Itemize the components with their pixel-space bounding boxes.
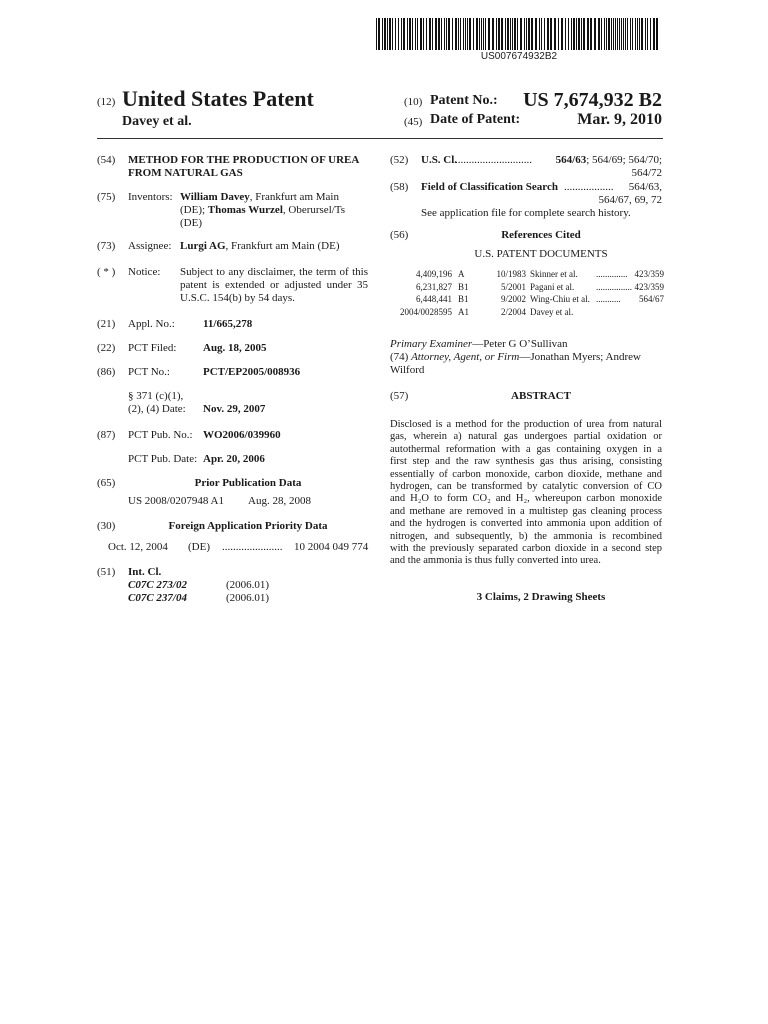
barcode-bar (587, 18, 589, 50)
field-of-search-dots: .................. (564, 181, 614, 193)
barcode-bar (498, 18, 500, 50)
barcode-bar (455, 18, 457, 50)
code-51: (51) (97, 566, 116, 578)
barcode-bar (604, 18, 605, 50)
barcode-bar (415, 18, 416, 50)
barcode-bar (444, 18, 445, 50)
barcode-bar (429, 18, 431, 50)
foreign-priority-heading: Foreign Application Priority Data (168, 520, 328, 532)
barcode-bar (463, 18, 464, 50)
search-history-note: See application file for complete search history. (421, 207, 631, 219)
barcode-bar (395, 18, 396, 50)
us-cl-rest: ; 564/69; 564/70; (586, 154, 662, 166)
code-73: (73) (97, 240, 116, 252)
barcode-bar (526, 18, 527, 50)
ref-dots: ................ (596, 281, 632, 292)
barcode-bar (528, 18, 530, 50)
abstract-line: and the ammonia is thus fully converted into urea. (390, 555, 601, 567)
assignee-label: Assignee: (128, 240, 172, 252)
us-cl-dots: ............................ (455, 154, 532, 166)
barcode-bar (539, 18, 540, 50)
barcode-bar (452, 18, 453, 50)
pct-pub-no: WO2006/039960 (203, 429, 281, 441)
barcode-bar (611, 18, 612, 50)
abstract-line: autothermal reformation with a gas containing oxygen in a (390, 443, 662, 455)
barcode-bar (565, 18, 566, 50)
inventor-1-name: William Davey (180, 191, 250, 203)
foreign-priority-no: 10 2004 049 774 (294, 541, 369, 553)
barcode-bar (645, 18, 646, 50)
barcode-bar (547, 18, 549, 50)
barcode-bar (598, 18, 600, 50)
prior-publication-heading: Prior Publication Data (194, 477, 302, 489)
barcode-bar (615, 18, 616, 50)
barcode-bar (432, 18, 433, 50)
barcode-bar (417, 18, 418, 50)
barcode-bar (512, 18, 513, 50)
barcode-bar (389, 18, 391, 50)
code-12: (12) (97, 96, 116, 108)
claims-drawings: 3 Claims, 2 Drawing Sheets (476, 591, 606, 603)
barcode-bar (550, 18, 552, 50)
title-line-1: METHOD FOR THE PRODUCTION OF UREA (128, 154, 360, 166)
barcode-bar (606, 18, 607, 50)
ref-number: 6,231,827 (416, 281, 452, 292)
pct-no: PCT/EP2005/008936 (203, 366, 301, 378)
abstract-line: and methane are removed in a multistep gas cleaning process (390, 505, 662, 517)
assignee-location: , Frankfurt am Main (DE) (225, 240, 340, 252)
inventors-label: Inventors: (128, 191, 173, 203)
barcode-bar (531, 18, 533, 50)
header-divider (97, 138, 663, 139)
section-371-date: Nov. 29, 2007 (203, 403, 266, 415)
barcode-bar (576, 18, 577, 50)
pct-filed-date: Aug. 18, 2005 (203, 342, 267, 354)
field-of-search-value-1: 564/63, (628, 181, 662, 193)
inventor-1-city: , Frankfurt am Main (249, 191, 339, 203)
barcode-bar (476, 18, 478, 50)
barcode-bar (608, 18, 610, 50)
barcode-bar (650, 18, 651, 50)
inventor-2-city: , Oberursel/Ts (282, 204, 346, 216)
attorney-names: —Jonathan Myers; Andrew (519, 351, 641, 363)
section-371-line-1: § 371 (c)(1), (128, 390, 184, 402)
barcode-bar (496, 18, 497, 50)
notice-text (180, 266, 368, 305)
ref-name: Skinner et al. (530, 269, 578, 279)
abstract-line: first step and the raw synthesis gas thus arising, consisting (390, 456, 662, 468)
code-21: (21) (97, 318, 116, 330)
barcode-bar (409, 18, 411, 50)
pct-pub-date-label: PCT Pub. Date: (128, 453, 198, 465)
barcode-bar (465, 18, 466, 50)
barcode-bar (510, 18, 511, 50)
barcode-bar (479, 18, 480, 50)
barcode-bar (501, 18, 503, 50)
inventors-line-3: (DE) (180, 217, 202, 229)
references-cited-heading: References Cited (501, 229, 581, 241)
barcode-bar (623, 18, 624, 50)
abstract-line: Disclosed is a method for the production of urea from natural (390, 419, 662, 430)
inventors-line-2 (180, 204, 345, 217)
barcode-bar (460, 18, 461, 50)
ref-dots: ........... (596, 294, 621, 304)
barcode-bar (535, 18, 537, 50)
code-10: (10) (404, 96, 423, 108)
barcode-bar (448, 18, 450, 50)
ref-number: 2004/0028595 (399, 306, 452, 317)
barcode-bar (647, 18, 648, 50)
ref-name: Wing-Chiu et al. (530, 294, 590, 304)
barcode-bar (446, 18, 447, 50)
patent-number: US 7,674,932 B2 (523, 89, 662, 111)
abstract-line: essentially of carbon monoxide, carbon dioxide, methane and (390, 468, 662, 480)
barcode-bar (581, 18, 582, 50)
barcode-bar (590, 18, 592, 50)
barcode-bar (517, 18, 518, 50)
int-cl-2-version: (2006.01) (226, 592, 270, 604)
primary-examiner-label: Primary Examiner (390, 338, 473, 350)
barcode-bar (435, 18, 437, 50)
ref-date: 9/2002 (500, 294, 526, 304)
barcode-number: US007674932B2 (480, 51, 558, 62)
ref-number: 4,409,196 (416, 269, 452, 279)
barcode-bar (481, 18, 482, 50)
barcode-bar (485, 18, 486, 50)
code-65: (65) (97, 477, 116, 489)
foreign-priority-dots: ...................... (222, 541, 283, 553)
ref-date: 10/1983 (496, 269, 526, 279)
code-58: (58) (390, 181, 409, 193)
foreign-priority-date: Oct. 12, 2004 (108, 541, 168, 553)
ref-dots: .............. (596, 269, 628, 279)
barcode-bar (407, 18, 408, 50)
abstract-heading: ABSTRACT (511, 390, 571, 402)
barcode (376, 18, 662, 50)
barcode-bar (401, 18, 402, 50)
barcode-bar (583, 18, 585, 50)
ref-kind: A1 (458, 306, 469, 317)
assignee-name: Lurgi AG (180, 240, 226, 252)
barcode-bar (505, 18, 506, 50)
ref-date: 5/2001 (500, 281, 526, 292)
pct-no-label: PCT No.: (128, 366, 170, 378)
barcode-bar (426, 18, 427, 50)
barcode-bar (573, 18, 575, 50)
barcode-bar (561, 18, 563, 50)
barcode-bar (653, 18, 655, 50)
us-cl-values (540, 154, 662, 167)
date-of-patent-label: Date of Patent: (430, 112, 521, 127)
attorney-line-1 (390, 351, 641, 364)
barcode-bar (571, 18, 572, 50)
code-notice: ( * ) (97, 266, 116, 278)
barcode-bar (619, 18, 620, 50)
barcode-bar (438, 18, 440, 50)
barcode-bar (403, 18, 405, 50)
barcode-bar (514, 18, 516, 50)
barcode-bar (384, 18, 386, 50)
barcode-bar (541, 18, 542, 50)
barcode-bar (641, 18, 643, 50)
barcode-bar (387, 18, 388, 50)
int-cl-2: C07C 237/04 (128, 592, 187, 604)
notice-label: Notice: (128, 266, 161, 278)
appl-no-label: Appl. No.: (128, 318, 175, 330)
code-74: (74) (390, 351, 409, 363)
barcode-bar (376, 18, 377, 50)
ref-date: 2/2004 (500, 306, 526, 317)
pct-filed-label: PCT Filed: (128, 342, 177, 354)
abstract-line: and H₂O to form CO₂ and H₂, whereupon carbon monoxide (390, 493, 662, 505)
code-52: (52) (390, 154, 409, 166)
field-of-search-value-2: 564/67, 69, 72 (598, 194, 662, 206)
code-22: (22) (97, 342, 116, 354)
barcode-bar (627, 18, 628, 50)
barcode-bar (378, 18, 380, 50)
notice-line-3: U.S.C. 154(b) by 54 days. (180, 292, 295, 304)
primary-examiner-name: —Peter G O’Sullivan (472, 338, 568, 350)
code-56: (56) (390, 229, 409, 241)
ref-class: 564/67 (638, 294, 664, 304)
ref-number: 6,448,441 (416, 294, 452, 304)
abstract-line: hydrogen, can be transformed by catalytic conversion of CO (390, 481, 662, 493)
barcode-bar (469, 18, 471, 50)
ref-kind: A (458, 269, 465, 279)
barcode-bar (392, 18, 393, 50)
barcode-bar (398, 18, 399, 50)
abstract-line: gas, wherein a) natural gas undergoes partial oxidation or (390, 431, 662, 443)
inventor-1-country: (DE); (180, 204, 208, 216)
prior-publication-date: Aug. 28, 2008 (248, 495, 311, 507)
barcode-bar (617, 18, 618, 50)
barcode-bar (568, 18, 569, 50)
barcode-bar (601, 18, 602, 50)
barcode-bar (625, 18, 626, 50)
int-cl-1: C07C 273/02 (128, 579, 187, 591)
barcode-bar (594, 18, 596, 50)
abstract-text (390, 419, 662, 568)
abstract-line: and the hydrogen is converted into ammonia upon addition of (390, 518, 662, 530)
primary-examiner (390, 338, 568, 351)
notice-line-2: patent is extended or adjusted under 35 (180, 279, 368, 291)
barcode-bar (441, 18, 442, 50)
code-87: (87) (97, 429, 116, 441)
ref-kind: B1 (458, 294, 469, 304)
patent-type-title: United States Patent (122, 86, 314, 111)
barcode-bar (382, 18, 383, 50)
inventor-2-name: Thomas Wurzel (207, 204, 283, 216)
barcode-bar (473, 18, 474, 50)
barcode-bar (524, 18, 525, 50)
barcode-bar (656, 18, 658, 50)
barcode-bar (488, 18, 490, 50)
barcode-bar (613, 18, 614, 50)
barcode-bar (412, 18, 413, 50)
prior-publication-no: US 2008/0207948 A1 (128, 495, 224, 507)
barcode-bar (507, 18, 509, 50)
inventors-line-1 (180, 191, 339, 204)
ref-class: 423/359 (634, 269, 664, 279)
int-cl-1-version: (2006.01) (226, 579, 270, 591)
pct-pub-no-label: PCT Pub. No.: (128, 429, 193, 441)
barcode-bar (632, 18, 633, 50)
barcode-bar (639, 18, 640, 50)
ref-name: Davey et al. (530, 306, 574, 317)
attorney-line-2: Wilford (390, 364, 425, 376)
section-371-line-2: (2), (4) Date: (128, 403, 186, 415)
barcode-bar (635, 18, 636, 50)
barcode-bar (483, 18, 484, 50)
abstract-line: with the previously separated carbon dioxide in a second step (390, 543, 662, 555)
patent-no-label: Patent No.: (430, 93, 498, 108)
us-cl-label: U.S. Cl. (421, 154, 458, 166)
title-line-2: FROM NATURAL GAS (128, 167, 243, 179)
barcode-bar (420, 18, 422, 50)
code-86: (86) (97, 366, 116, 378)
code-54: (54) (97, 154, 116, 166)
ref-name: Pagani et al. (530, 281, 575, 292)
field-of-search-label: Field of Classification Search (421, 181, 558, 193)
code-45: (45) (404, 116, 423, 128)
appl-no: 11/665,278 (203, 318, 253, 330)
us-cl-main: 564/63 (555, 154, 587, 166)
barcode-bar (467, 18, 468, 50)
pct-pub-date: Apr. 20, 2006 (203, 453, 265, 465)
barcode-bar (458, 18, 459, 50)
attorney-label: Attorney, Agent, or Firm (411, 351, 520, 363)
inventor-short: Davey et al. (122, 114, 192, 129)
barcode-bar (554, 18, 556, 50)
barcode-bar (544, 18, 545, 50)
code-75: (75) (97, 191, 116, 203)
ref-kind: B1 (458, 281, 469, 292)
int-cl-label: Int. Cl. (128, 566, 162, 578)
abstract-line: nitrogen, and subsequently, b) the ammonia is recombined (390, 530, 662, 542)
barcode-bar (637, 18, 638, 50)
barcode-bar (621, 18, 622, 50)
barcode-bar (492, 18, 494, 50)
assignee (180, 240, 340, 253)
us-patent-documents-heading: U.S. PATENT DOCUMENTS (474, 248, 608, 260)
notice-line-1: Subject to any disclaimer, the term of this (180, 266, 368, 278)
barcode-bar (520, 18, 522, 50)
barcode-bar (578, 18, 580, 50)
barcode-bar (558, 18, 559, 50)
barcode-bar (630, 18, 631, 50)
barcode-bar (423, 18, 424, 50)
code-57: (57) (390, 390, 409, 402)
foreign-priority-country: (DE) (188, 541, 210, 553)
ref-class: 423/359 (634, 281, 664, 292)
date-of-patent: Mar. 9, 2010 (577, 111, 662, 128)
code-30: (30) (97, 520, 116, 532)
us-cl-line-2: 564/72 (631, 167, 662, 179)
